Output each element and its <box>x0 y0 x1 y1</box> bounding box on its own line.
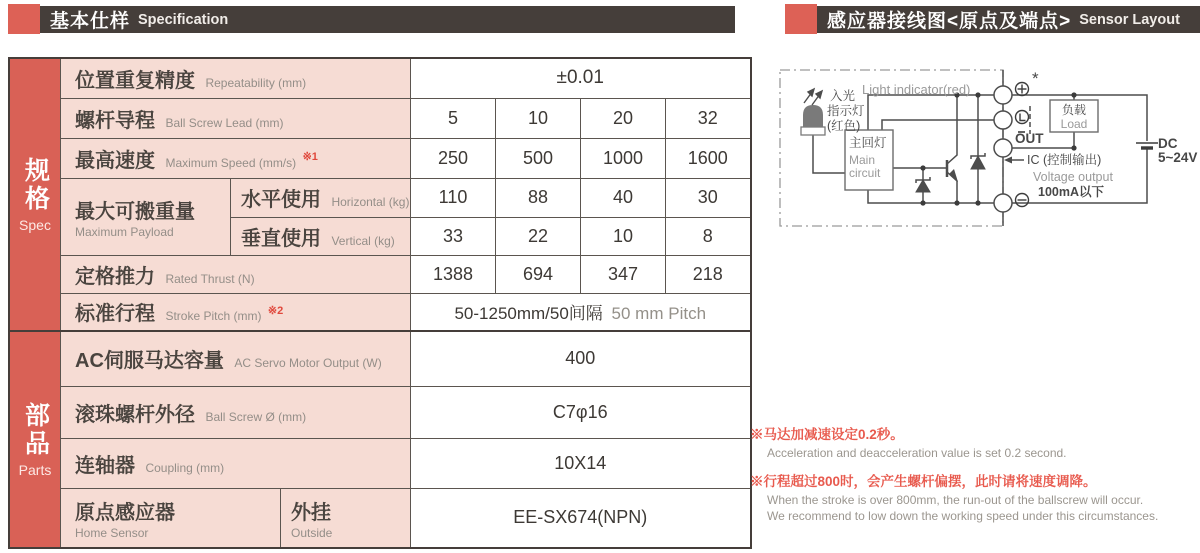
sensor-layout-title-en: Sensor Layout <box>1079 11 1180 28</box>
value-coupling: 10X14 <box>411 438 751 488</box>
value-vertical-1: 33 <box>411 217 496 255</box>
label-en: Outside <box>291 525 333 540</box>
value-speed-3: 1000 <box>581 138 666 178</box>
note-ref-1: ※1 <box>302 151 318 164</box>
row-label-stroke-pitch <box>61 293 411 331</box>
value-speed-2: 500 <box>496 138 581 178</box>
label-zh: 水平使用 <box>241 189 321 211</box>
label-en: Maximum Speed (mm/s) <box>165 155 297 170</box>
light-indicator-zh2: 指示灯 <box>827 104 865 118</box>
label-zh: 最大可搬重量 <box>75 200 195 223</box>
row-label-max-payload <box>61 178 231 255</box>
load-label-en: Load <box>1060 117 1088 131</box>
label-en: Repeatability (mm) <box>205 75 307 90</box>
main-circuit-label-en2: circuit <box>849 166 881 180</box>
note-1-zh: ※马达加减速设定0.2秒。 <box>750 427 904 442</box>
table-row <box>9 58 751 98</box>
value-speed-1: 250 <box>411 138 496 178</box>
light-indicator-en: Light indicator(red) <box>862 82 971 97</box>
terminal-minus-icon <box>1016 194 1029 207</box>
section-label-zh: 部品 <box>21 401 50 458</box>
label-zh: 连轴器 <box>75 454 135 477</box>
value-lead-4: 32 <box>666 98 751 138</box>
specification-title-en: Specification <box>138 11 229 28</box>
label-zh: 螺杆导程 <box>75 109 155 132</box>
table-row <box>9 438 751 488</box>
label-zh: 定格推力 <box>75 265 155 288</box>
row-label-ball-screw-dia <box>61 386 411 438</box>
sensor-layout-header-bar <box>817 6 1200 33</box>
main-circuit-label-en1: Main <box>849 153 876 167</box>
sub-label-vertical <box>231 217 411 255</box>
table-row <box>9 488 751 548</box>
voltage-output-label: Voltage output <box>1033 170 1113 184</box>
row-label-max-speed <box>61 138 411 178</box>
section-label-en: Spec <box>19 216 51 233</box>
note-1-en: Acceleration and deacceleration value is set 0.2 second. <box>767 446 1067 460</box>
row-label-repeatability <box>61 58 411 98</box>
led-icon <box>801 105 825 135</box>
incident-light-arrows-icon <box>804 89 822 105</box>
label-en: Stroke Pitch (mm) <box>165 309 262 324</box>
table-row <box>9 138 751 178</box>
footnotes <box>750 414 1200 524</box>
terminal-L-icon <box>1016 111 1029 124</box>
value-home-sensor: EE-SX674(NPN) <box>411 488 751 548</box>
row-label-ball-screw-lead <box>61 98 411 138</box>
value-horizontal-1: 110 <box>411 178 496 217</box>
row-label-coupling <box>61 438 411 488</box>
value-vertical-4: 8 <box>666 217 751 255</box>
value-vertical-3: 10 <box>581 217 666 255</box>
table-row <box>9 293 751 331</box>
table-row <box>9 331 751 386</box>
dc-label-line1: DC <box>1158 136 1178 151</box>
label-zh: 标准行程 <box>75 303 155 326</box>
value-lead-2: 10 <box>496 98 581 138</box>
zener-diode-2 <box>971 153 985 169</box>
zener-diode-1 <box>916 177 930 192</box>
light-indicator-zh1: 入光 <box>830 89 856 103</box>
value-horizontal-4: 30 <box>666 178 751 217</box>
ic-arrow-icon <box>1004 157 1024 164</box>
note-2-zh: ※行程超过800时，会产生螺杆偏摆，此时请将速度调降。 <box>750 474 1097 490</box>
sensor-wiring-diagram <box>775 56 1200 248</box>
value-speed-4: 1600 <box>666 138 751 178</box>
label-zh: 位置重复精度 <box>75 69 195 92</box>
label-en: Maximum Payload <box>75 224 174 239</box>
specification-header-bar <box>40 6 735 33</box>
terminal-out-label: OUT <box>1015 131 1044 146</box>
label-en: Ball Screw Ø (mm) <box>205 409 307 424</box>
label-en: Vertical (kg) <box>331 233 395 248</box>
value-servo-output: 400 <box>411 331 751 386</box>
table-row <box>9 98 751 138</box>
label-zh: 垂直使用 <box>241 227 321 250</box>
header-accent-square <box>8 4 40 34</box>
terminal-star: * <box>1032 69 1039 88</box>
sensor-layout-title-zh: 感应器接线图<原点及端点> <box>827 11 1072 32</box>
ic-label: IC (控制输出) <box>1027 153 1102 167</box>
sub-label-outside <box>281 488 411 548</box>
value-stroke <box>411 293 751 331</box>
label-en: AC Servo Motor Output (W) <box>234 356 382 371</box>
table-row <box>9 178 751 217</box>
row-label-rated-thrust <box>61 255 411 293</box>
section-cell-parts <box>9 331 61 548</box>
stroke-value-en: 50 mm Pitch <box>611 304 707 324</box>
main-circuit-label-zh: 主回灯 <box>849 136 887 150</box>
label-zh: 最高速度 <box>75 149 155 172</box>
note-ref-2: ※2 <box>267 304 284 317</box>
specification-title-zh: 基本仕样 <box>50 11 131 32</box>
sub-label-horizontal <box>231 178 411 217</box>
load-label-zh: 负载 <box>1061 103 1087 117</box>
value-thrust-1: 1388 <box>411 255 496 293</box>
specification-table <box>8 57 752 549</box>
section-label-en: Parts <box>18 461 52 478</box>
value-thrust-3: 347 <box>581 255 666 293</box>
section-label-zh: 规格 <box>21 156 50 213</box>
value-thrust-4: 218 <box>666 255 751 293</box>
note-2-en-line2: We recommend to low down the working speed under this circumstances. <box>767 508 1159 523</box>
label-en: Horizontal (kg) <box>331 195 410 209</box>
table-row <box>9 255 751 293</box>
value-horizontal-2: 88 <box>496 178 581 217</box>
terminal-plus-icon <box>1016 83 1029 96</box>
battery-icon <box>1136 143 1158 148</box>
row-label-servo-output <box>61 331 411 386</box>
label-zh: 原点感应器 <box>75 501 175 524</box>
value-lead-1: 5 <box>411 98 496 138</box>
value-horizontal-3: 40 <box>581 178 666 217</box>
row-label-home-sensor <box>61 488 281 548</box>
label-en: Rated Thrust (N) <box>165 271 255 286</box>
label-en: Coupling (mm) <box>145 460 225 475</box>
table-row <box>9 386 751 438</box>
light-indicator-zh3: (红色) <box>827 119 861 133</box>
value-vertical-2: 22 <box>496 217 581 255</box>
value-repeatability: ±0.01 <box>411 58 751 98</box>
value-thrust-2: 694 <box>496 255 581 293</box>
label-zh: 外挂 <box>291 501 331 524</box>
stroke-value-zh: 50-1250mm/50间隔 <box>454 304 603 324</box>
label-zh: 滚珠螺杆外径 <box>75 403 195 426</box>
section-cell-spec <box>9 58 61 331</box>
label-en: Ball Screw Lead (mm) <box>165 115 284 130</box>
note-2-en-line1: When the stroke is over 800mm, the run-out of the ballscrew will occur. <box>767 493 1144 508</box>
current-limit-label: 100mA以下 <box>1038 185 1104 199</box>
label-en: Home Sensor <box>75 525 149 540</box>
dc-label-line2: 5~24V <box>1158 150 1198 165</box>
header-accent-square <box>785 4 817 34</box>
label-zh: AC伺服马达容量 <box>75 350 224 373</box>
value-ball-screw-dia: C7φ16 <box>411 386 751 438</box>
value-lead-3: 20 <box>581 98 666 138</box>
